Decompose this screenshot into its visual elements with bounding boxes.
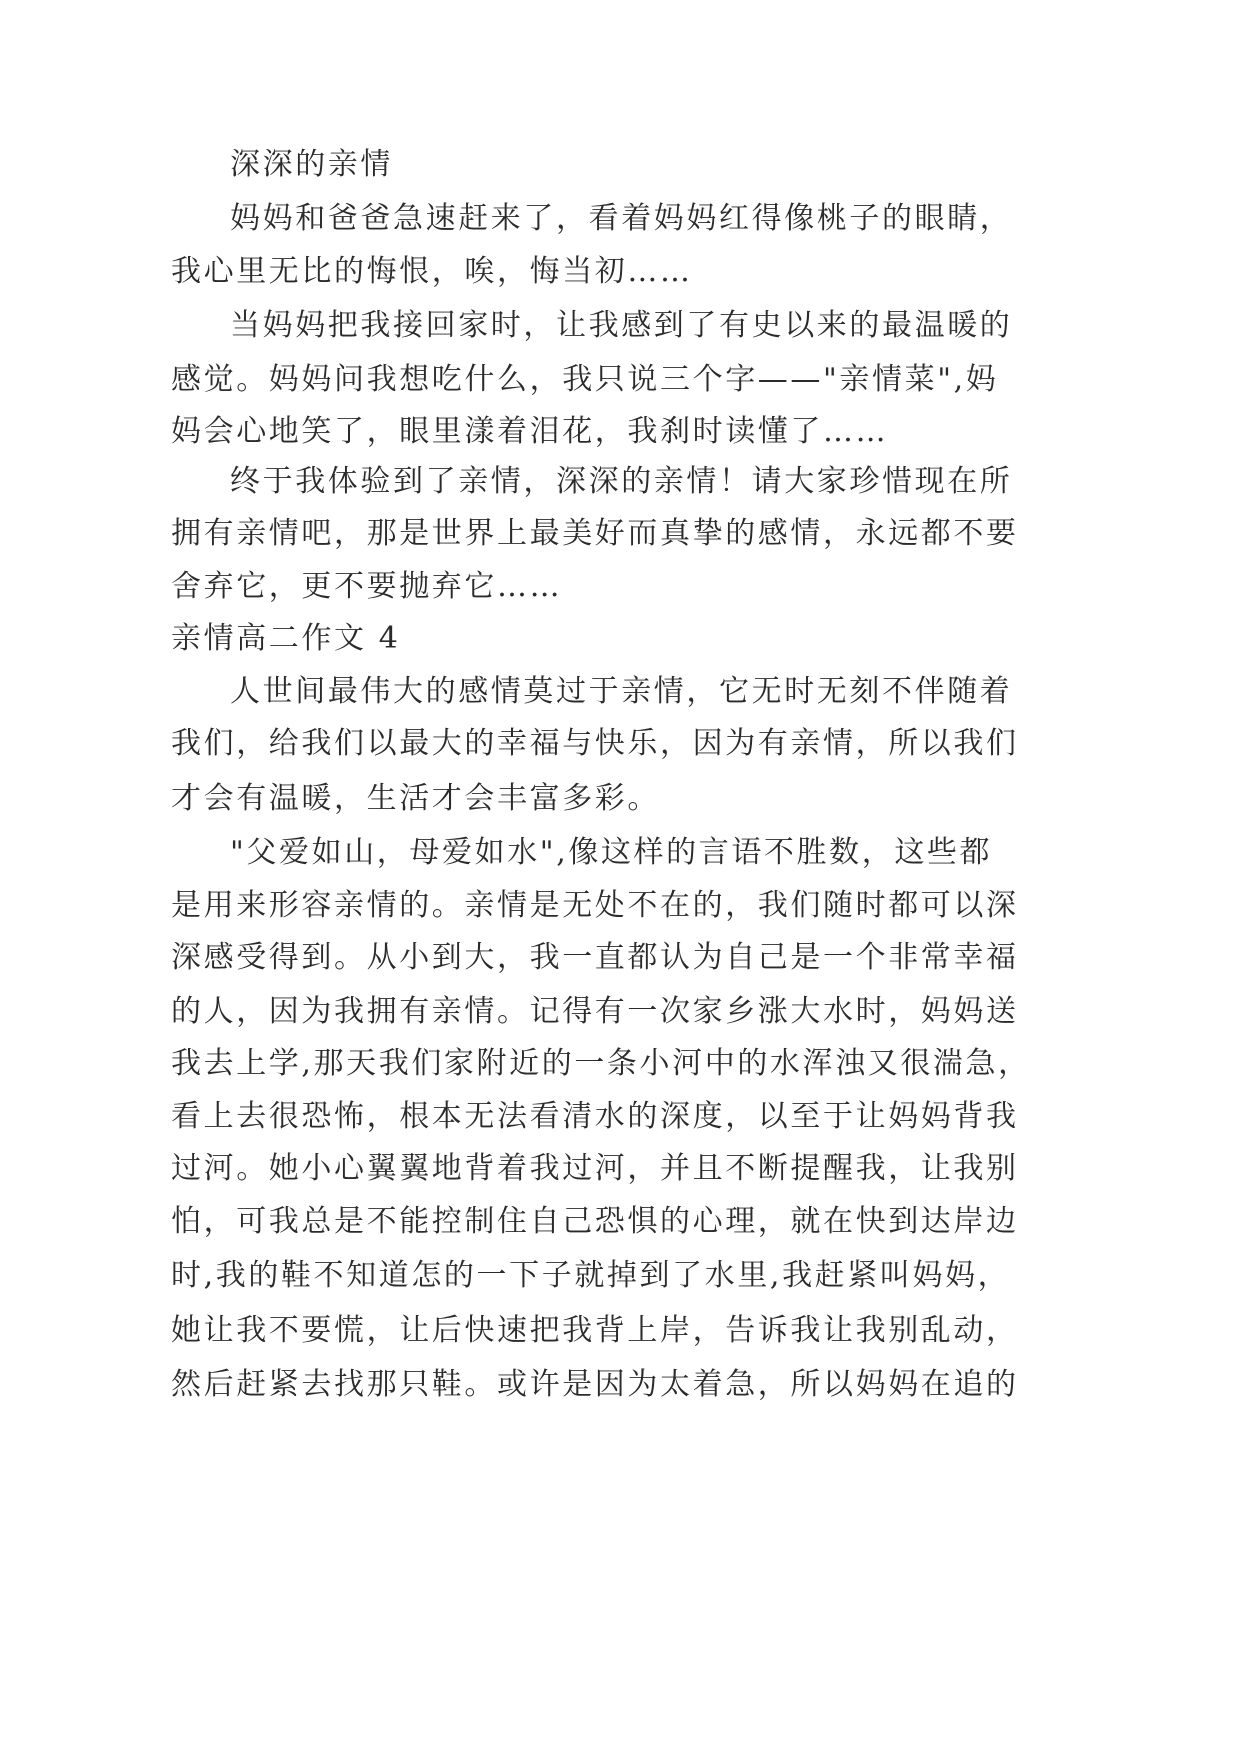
text-line: 过河。她小心翼翼地背着我过河，并且不断提醒我，让我别 [171,1151,1019,1186]
text-line: 感觉。妈妈问我想吃什么，我只说三个字——"亲情菜",妈 [171,362,999,397]
text-line: 我心里无比的悔恨，唉，悔当初…… [171,254,693,289]
text-line: 怕，可我总是不能控制住自己恐惧的心理，就在快到达岸边 [171,1204,1019,1239]
text-line: 终于我体验到了亲情，深深的亲情！请大家珍惜现在所 [230,464,1013,499]
text-line: 人世间最伟大的感情莫过于亲情，它无时无刻不伴随着 [230,674,1013,709]
text-line: 的人，因为我拥有亲情。记得有一次家乡涨大水时，妈妈送 [171,994,1019,1029]
text-line: 我去上学,那天我们家附近的一条小河中的水浑浊又很湍急， [171,1046,1031,1081]
text-line: 才会有温暖，生活才会丰富多彩。 [171,781,660,816]
text-line: 她让我不要慌，让后快速把我背上岸，告诉我让我别乱动， [171,1313,1019,1348]
text-line: 我们，给我们以最大的幸福与快乐，因为有亲情，所以我们 [171,726,1019,761]
section-heading: 亲情高二作文 4 [171,621,401,656]
essay-title-line: 深深的亲情 [230,147,393,182]
text-line: 深感受得到。从小到大，我一直都认为自己是一个非常幸福 [171,940,1019,975]
text-line: 当妈妈把我接回家时，让我感到了有史以来的最温暖的 [230,308,1013,343]
text-line: 拥有亲情吧，那是世界上最美好而真挚的感情，永远都不要 [171,516,1019,551]
text-line: 舍弃它，更不要抛弃它…… [171,569,563,604]
text-line: "父爱如山，母爱如水",像这样的言语不胜数，这些都 [230,835,993,870]
text-line: 时,我的鞋不知道怎的一下子就掉到了水里,我赶紧叫妈妈， [171,1258,1011,1293]
text-line: 妈会心地笑了，眼里漾着泪花，我刹时读懂了…… [171,414,889,449]
text-line: 是用来形容亲情的。亲情是无处不在的，我们随时都可以深 [171,888,1019,923]
text-line: 妈妈和爸爸急速赶来了，看着妈妈红得像桃子的眼睛， [230,201,1013,236]
text-line: 看上去很恐怖，根本无法看清水的深度，以至于让妈妈背我 [171,1099,1019,1134]
text-line: 然后赶紧去找那只鞋。或许是因为太着急，所以妈妈在追的 [171,1367,1019,1402]
